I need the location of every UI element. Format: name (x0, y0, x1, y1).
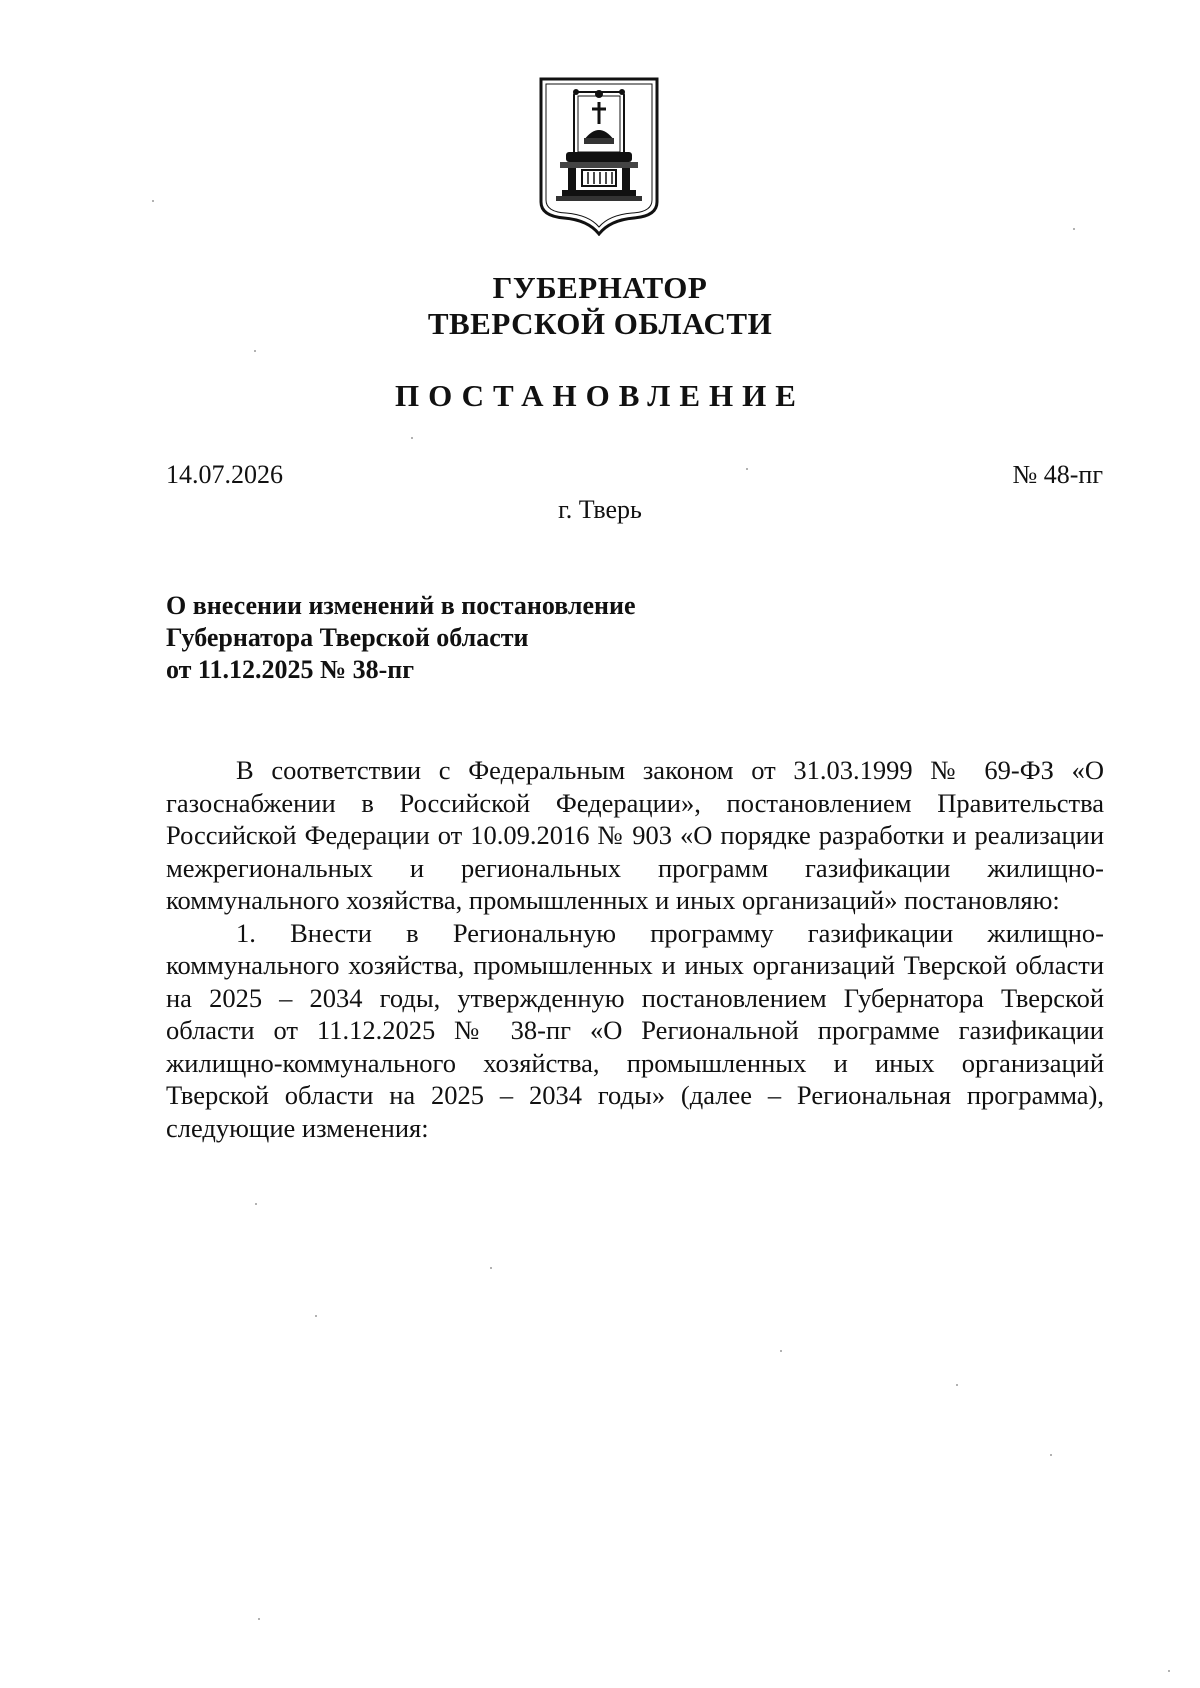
scan-speck (315, 1315, 317, 1317)
document-number: № 48-пг (1012, 460, 1103, 489)
issuer-title-line-2: ТВЕРСКОЙ ОБЛАСТИ (427, 306, 773, 341)
document-date: 14.07.2026 (166, 460, 283, 489)
scan-speck (152, 200, 154, 202)
body-paragraph-preamble: В соответствии с Федеральным законом от 31.03.1999 № 69-ФЗ «О газоснабжении в Российской Федерации», постановлением Правительства Российской Федерации от 10.09.2016 № 903 «О порядке разработки и реализации межрегиональных и региональных программ газификации жилищно-коммунального хозяйства, промышленных и иных организаций» постановляю: (166, 755, 1104, 915)
scan-speck (490, 1267, 492, 1269)
scan-speck (956, 1384, 958, 1386)
scan-speck (1073, 228, 1075, 230)
scan-speck (1050, 1454, 1052, 1456)
issuer-title-line-1: ГУБЕРНАТОР (492, 270, 708, 305)
scan-speck (258, 1618, 260, 1620)
subject-line-3: от 11.12.2025 № 38-пг (166, 655, 415, 684)
tver-coat-of-arms-icon (538, 76, 660, 236)
subject-line-1: О внесении изменений в постановление (166, 591, 636, 620)
scan-speck (1168, 1670, 1170, 1672)
scan-speck (411, 437, 413, 439)
scan-speck (780, 1350, 782, 1352)
scan-speck (254, 350, 256, 352)
scan-speck (255, 1203, 257, 1205)
subject-line-2: Губернатора Тверской области (166, 623, 529, 652)
document-subject (166, 590, 636, 686)
body-paragraph-item-1: 1. Внести в Региональную программу газификации жилищно-коммунального хозяйства, промышленных и иных организаций Тверской области на 2025 – 2034 годы, утвержденную постановлением Губернатора Тверской области от 11.12.2025 № 38-пг «О Региональной программе газификации жилищно-коммунального хозяйства, промышленных и иных организаций Тверской области на 2025 – 2034 годы» (далее – Региональная программа), следующие изменения: (166, 917, 1104, 1143)
document-type: ПОСТАНОВЛЕНИЕ (395, 378, 805, 413)
document-city: г. Тверь (558, 495, 642, 524)
scan-speck (746, 468, 748, 470)
document-body (166, 754, 1104, 1144)
